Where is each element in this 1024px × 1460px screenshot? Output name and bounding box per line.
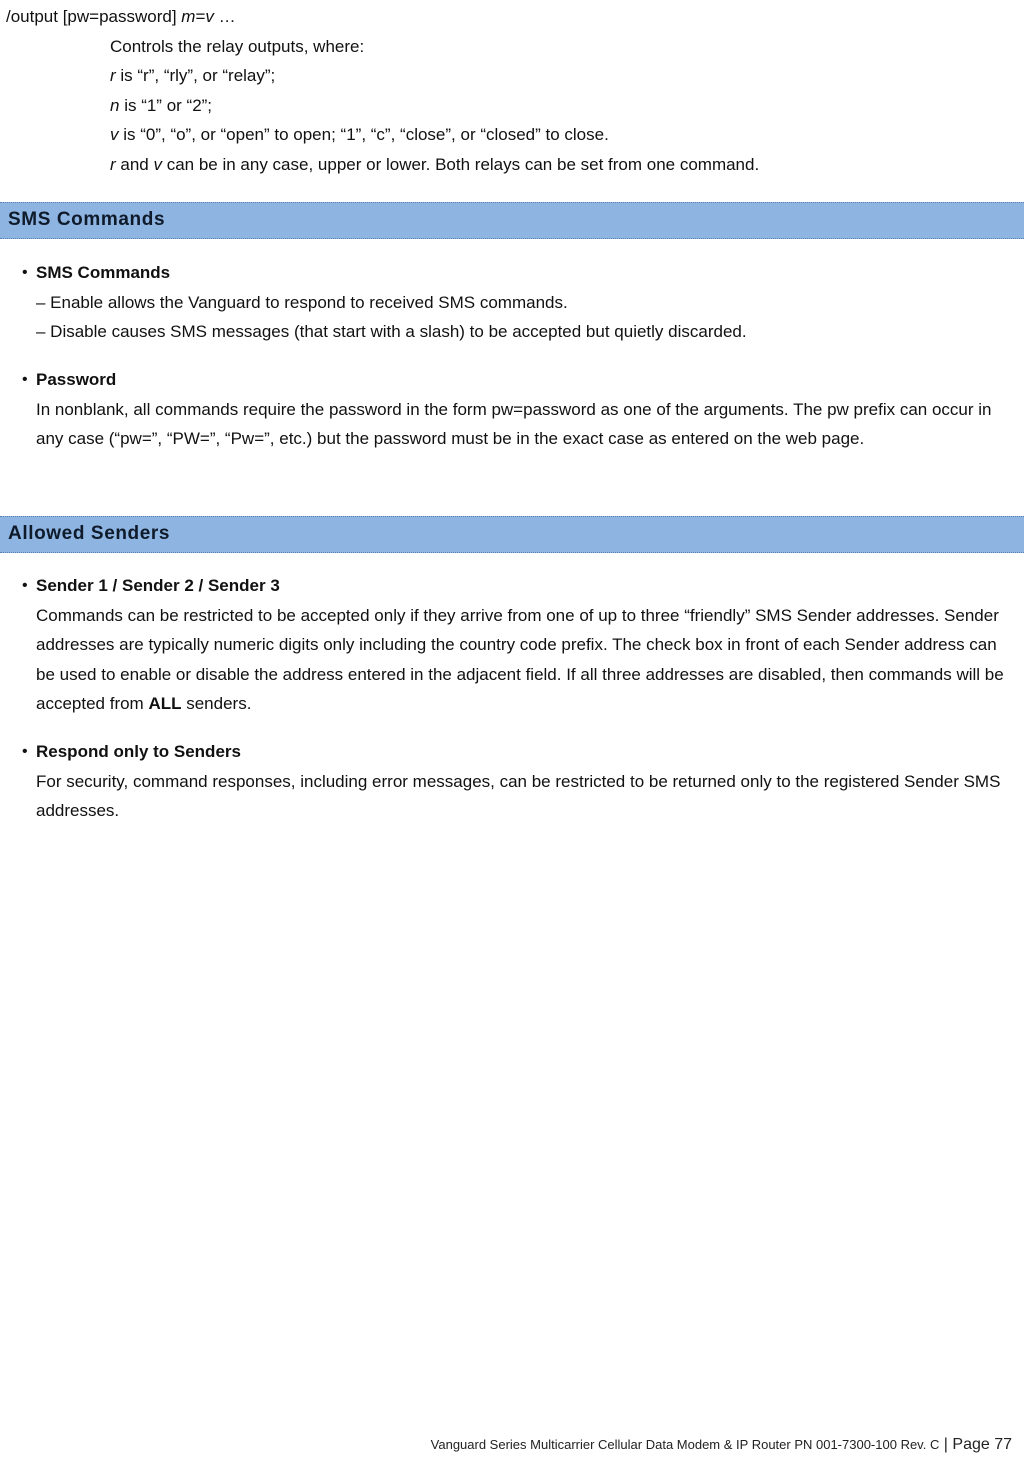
desc-line-1: Controls the relay outputs, where: xyxy=(110,36,365,56)
page-number: Page 77 xyxy=(952,1436,1012,1453)
sms-commands-banner xyxy=(0,202,1024,239)
section-title: SMS Commands xyxy=(8,209,166,230)
allowed-senders-banner xyxy=(0,516,1024,553)
list-item-sms-commands xyxy=(0,258,1024,347)
list-item-respond-only xyxy=(0,737,1024,826)
item-heading: SMS Commands xyxy=(36,263,171,282)
var-r: r xyxy=(110,154,116,174)
command-ellipsis: … xyxy=(213,7,236,26)
item-heading: Password xyxy=(36,370,117,389)
item-line: – Enable allows the Vanguard to respond to received SMS commands. xyxy=(36,292,568,312)
item-text-part: senders. xyxy=(181,694,252,713)
var-r: r xyxy=(110,66,116,85)
item-text: For security, command responses, including error messages, can be restricted to be returned only to the registered Sender SMS addresses. xyxy=(36,771,1001,820)
list-item-password xyxy=(0,365,1024,454)
desc-line-5 xyxy=(6,150,759,180)
item-line: – Disable causes SMS messages (that start with a slash) to be accepted but quietly discarded. xyxy=(36,322,747,341)
desc-text: can be in any case, upper or lower. Both relays can be set from one command. xyxy=(161,154,760,174)
item-text-part: Commands can be restricted to be accepted only if they arrive from one of up to three “friendly” SMS Sender addresses. Sender addresses are typically numeric digits only including the country code prefix. The check box in front of each Sender address can be used to enable or disable the address entered in the adjacent field. If all three addresses are disabled, then commands will be accepted from xyxy=(36,605,1004,713)
var-m: m xyxy=(181,7,196,26)
desc-line-3 xyxy=(6,91,759,121)
desc-text: is “r”, “rly”, or “relay”; xyxy=(115,66,276,85)
command-text: /output [pw=password] xyxy=(6,7,182,26)
bullet-icon: • xyxy=(22,577,28,594)
desc-line-2 xyxy=(6,61,759,91)
section-title: Allowed Senders xyxy=(8,523,171,544)
desc-text: and xyxy=(115,154,154,174)
var-n: n xyxy=(110,95,120,115)
page-footer xyxy=(431,1436,1012,1454)
command-eq: = xyxy=(195,7,206,26)
item-text xyxy=(36,601,1014,719)
emphasis-all: ALL xyxy=(148,694,182,713)
var-v: v xyxy=(153,154,162,174)
footer-doc-title: Vanguard Series Multicarrier Cellular Data Modem & IP Router PN 001-7300-100 Rev. C xyxy=(430,1437,940,1452)
item-heading: Respond only to Senders xyxy=(36,742,241,761)
command-syntax xyxy=(6,2,759,32)
bullet-icon: • xyxy=(22,743,28,760)
desc-text: is “1” or “2”; xyxy=(119,95,213,115)
bullet-icon: • xyxy=(22,371,28,388)
desc-text: is “0”, “o”, or “open” to open; “1”, “c”, “close”, or “closed” to close. xyxy=(118,125,609,144)
var-v: v xyxy=(205,7,214,26)
item-heading: Sender 1 / Sender 2 / Sender 3 xyxy=(36,576,280,595)
desc-line-4 xyxy=(6,120,759,150)
bullet-icon: • xyxy=(22,264,28,281)
command-description xyxy=(6,2,759,179)
list-item-senders xyxy=(0,571,1024,719)
var-v: v xyxy=(110,125,119,144)
item-text: In nonblank, all commands require the password in the form pw=password as one of the arguments. The pw prefix can occur in any case (“pw=”, “PW=”, “Pw=”, etc.) but the password must be in the exact case as entered on the web page. xyxy=(36,399,992,448)
footer-separator: | xyxy=(939,1436,953,1453)
